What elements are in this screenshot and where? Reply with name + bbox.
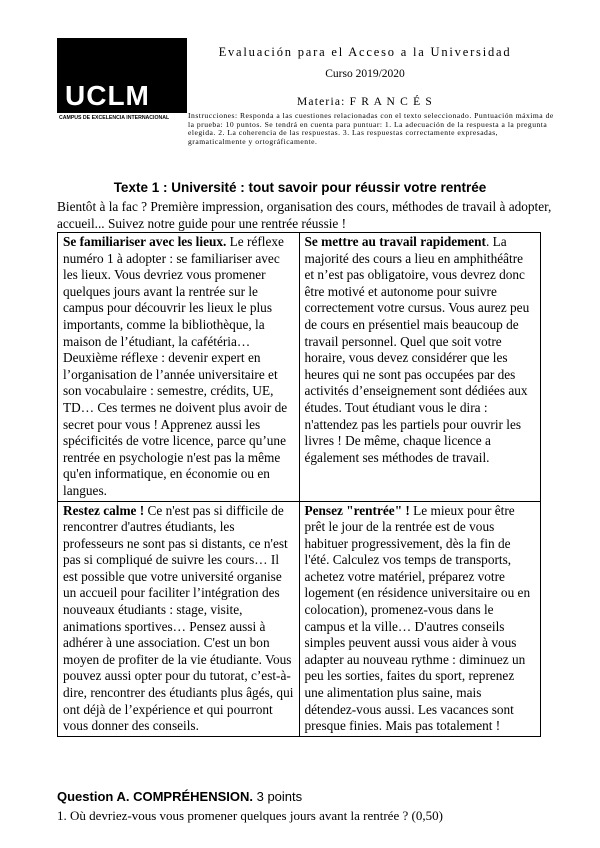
exam-title: Evaluación para el Acceso a la Universidad bbox=[218, 45, 512, 59]
question-heading-bold: Question A. COMPRÉHENSION. bbox=[57, 789, 253, 804]
text-intro: Bientôt à la fac ? Première impression, organisation des cours, méthodes de travail à adopter, accueil... Suivez notre guide pour une rentrée réussie ! bbox=[57, 199, 552, 231]
logo-text: UCLM bbox=[65, 80, 150, 111]
question-heading bbox=[57, 789, 302, 804]
cell-title: Se mettre au travail rapidement bbox=[304, 234, 486, 249]
text-title: Texte 1 : Université : tout savoir pour réussir votre rentrée bbox=[113, 180, 487, 195]
question-points: 3 points bbox=[252, 789, 303, 804]
cell-travail bbox=[299, 233, 541, 502]
subject: Materia: F R A N C É S bbox=[297, 96, 433, 108]
cell-body: Ce n'est pas si difficile de rencontrer d'autres étudiants, les professeurs ne sont pas si distants, ce n'est pas si compliqué de suivre les cours… Il est possible que votre université organise un accueil pour faciliter l’intégration des nouveaux étudiants : stage, visite, animations sportives… Pensez aussi à adhérer à une association. C'est un bon moyen de profiter de la vie étudiante. Vous pouvez aussi opter pour du tutorat, c’est-à-dire, rencontrer des étudiants plus âgés, qui ont déjà de l’expérience et qui pourront vous donner des conseils. bbox=[63, 502, 294, 734]
cell-title: Pensez "rentrée" ! bbox=[304, 502, 410, 518]
cell-body: Le réflexe numéro 1 à adopter : se familiariser avec les lieux. Vous devriez vous promener quelques jours avant la rentrée sur le campus pour découvrir les lieux le plus importants, comme la bibliothèque, la maison de l’étudiant, la cafétéria… Deuxième réflexe : devenir expert en l’organisation de l’année universitaire et son vocabulaire : semestre, crédits, UE, TD… Ces termes ne doivent plus avoir de secret pour vous ! Apprenez aussi les spécificités de votre licence, parce qu’une rentrée en psychologie n'est pas la même qu'en informatique, en économie ou en langues. bbox=[63, 234, 288, 498]
cell-body: . La majorité des cours a lieu en amphithéâtre et n’est pas obligatoire, vous devrez donc être motivé et autonome pour suivre correctement votre cursus. Vous aurez peu de cours en présentiel mais beaucoup de travail personnel. Quel que soit votre horaire, vous devez considérer que les heures qui ne sont pas occupées par des activités d’enseignement sont dédiées aux études. Tout étudiant vous le dira : n'attendez pas les partiels pour ouvrir les livres ! De même, chaque licence a également ses méthodes de travail. bbox=[304, 234, 530, 465]
cell-familiariser bbox=[58, 233, 300, 502]
uclm-logo bbox=[57, 38, 187, 124]
text-table bbox=[57, 232, 541, 737]
logo-subtitle: CAMPUS DE EXCELENCIA INTERNACIONAL bbox=[57, 113, 187, 124]
cell-title: Se familiariser avec les lieux. bbox=[63, 234, 227, 249]
cell-rentree bbox=[299, 501, 541, 736]
instructions: Instrucciones: Responda a las cuestiones relacionadas con el texto seleccionado. Puntuación máxima de la prueba: 10 puntos. Se tendrá en cuenta para puntuar: 1. La adecuación de la respuesta a la pregunta elegida. 2. La coherencia de las respuestas. 3. Las respuestas correctamente expresadas, gramaticalmente y ortográficamente. bbox=[188, 111, 554, 146]
cell-body: Le mieux pour être prêt le jour de la rentrée est de vous habituer progressivement, dès la fin de l'été. Calculez vos temps de transports, achetez votre matériel, préparez votre logement (en résidence universitaire ou en colocation), promenez-vous dans le campus et la ville… D'autres conseils simples peuvent aussi vous aider à vous adapter au nouveau rythme : diminuez un peu les sorties, faites du sport, reprenez une alimentation plus saine, mais détendez-vous aussi. Les vacances sont presque finies. Mais pas totalement ! bbox=[304, 502, 531, 734]
course-year: Curso 2019/2020 bbox=[325, 68, 405, 80]
question-1: 1. Où devriez-vous vous promener quelques jours avant la rentrée ? (0,50) bbox=[57, 808, 443, 823]
cell-calme bbox=[58, 501, 300, 736]
cell-title: Restez calme ! bbox=[63, 502, 145, 518]
